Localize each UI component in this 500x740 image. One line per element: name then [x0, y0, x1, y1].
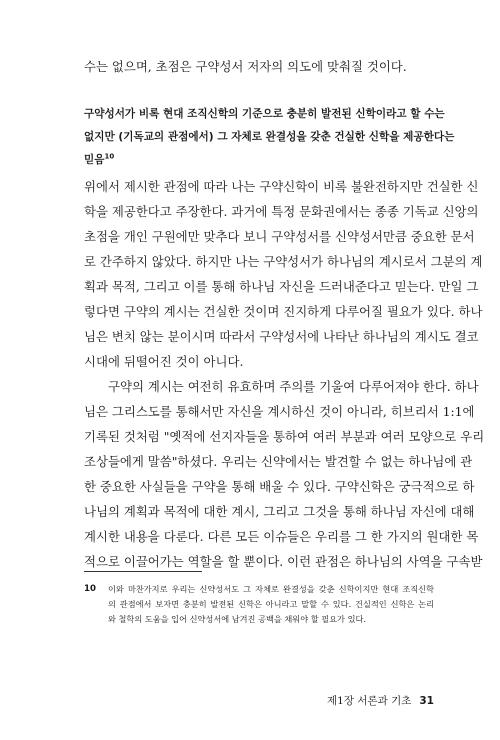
heading-line	[84, 149, 434, 172]
body-line: 초점을 개인 구원에만 맞추다 보니 구약성서를 신약성서만큼 중요한 문서	[84, 229, 475, 244]
body-line: 시대에 뒤떨어진 것이 아니다.	[84, 354, 244, 369]
body-line: 획과 목적, 그리고 이를 통해 하나님 자신을 드러내준다고 믿는다. 만일 그	[84, 279, 479, 294]
footnote-line: 의 관점에서 보자면 충분히 발전된 신학은 아니라고 말할 수 있다. 건실적인 신학은 논리	[108, 599, 434, 609]
body-line: 수는 없으며, 초점은 구약성서 저자의 의도에 맞춰질 것이다.	[84, 59, 407, 74]
footnote-line: 이와 마찬가지로 우리는 신약성서도 그 자체로 완결성을 갖춘 신학이지만 현대 조직신학	[108, 584, 434, 594]
footnote-line: 와 철학의 도움을 입어 신약성서에 남겨진 공백을 채워야 할 필요가 있다.	[108, 614, 366, 624]
body-line: 기록된 것처럼 "옛적에 선지자들을 통하여 여러 부분과 여러 모양으로 우리	[84, 429, 485, 444]
body-line: 구약의 계시는 여전히 유효하며 주의를 기울여 다루어져야 한다. 하나	[108, 379, 479, 394]
chapter-title: 제1장 서론과 기초	[327, 695, 412, 707]
footnote-number: 10	[84, 584, 96, 594]
body-line: 님은 그리스도를 통해서만 자신을 계시하신 것이 아니라, 히브리서 1:1에	[84, 404, 475, 419]
heading-line: 구약성서가 비록 현대 조직신학의 기준으로 충분히 발전된 신학이라고 할 수는	[84, 108, 445, 120]
top-line-block	[84, 54, 434, 79]
body-line: 님은 변치 않는 분이시며 따라서 구약성서에 나타난 하나님의 계시도 결코	[84, 329, 479, 344]
body-line: 렇다면 구약의 계시는 건실한 것이며 진지하게 다루어질 필요가 있다. 하나	[84, 304, 483, 319]
paragraph-1	[84, 174, 483, 374]
body-line: 조상들에게 말씀"하셨다. 우리는 신약에서는 발견할 수 없는 하나님에 관	[84, 454, 473, 469]
body-line: 적으로 이끌어가는 역할을 할 뿐이다. 이런 관점은 하나님의 사역을 구속받	[84, 554, 483, 569]
body-line: 나님의 계획과 목적에 대한 계시, 그리고 그것을 통해 하나님 자신에 대해	[84, 504, 475, 519]
body-line: 로 간주하지 않았다. 하지만 나는 구약성서가 하나님의 계시로서 그분의 계	[84, 254, 483, 269]
footnote-divider	[84, 571, 202, 572]
heading-line-text: 믿음	[84, 154, 105, 166]
section-heading	[84, 103, 455, 172]
footnote-text	[108, 582, 434, 627]
body-line: 위에서 제시한 관점에 따라 나는 구약신학이 비록 불완전하지만 건실한 신	[84, 179, 479, 194]
body-line: 한 중요한 사실들을 구약을 통해 배울 수 있다. 구약신학은 궁극적으로 하	[84, 479, 475, 494]
body-line: 계시한 내용을 다룬다. 다른 모든 이슈들은 우리를 그 한 가지의 원대한 목	[84, 529, 479, 544]
paragraph-2	[84, 374, 485, 574]
footnote-reference: 10	[104, 152, 115, 161]
page-number: 31	[419, 695, 434, 707]
page-footer	[327, 693, 434, 708]
body-line: 학을 제공한다고 주장한다. 과거에 특정 문화권에서는 종종 기독교 신앙의	[84, 204, 479, 219]
heading-line: 없지만 (기독교의 관점에서) 그 자체로 완결성을 갖춘 건실한 신학을 제공한다는	[84, 131, 455, 143]
